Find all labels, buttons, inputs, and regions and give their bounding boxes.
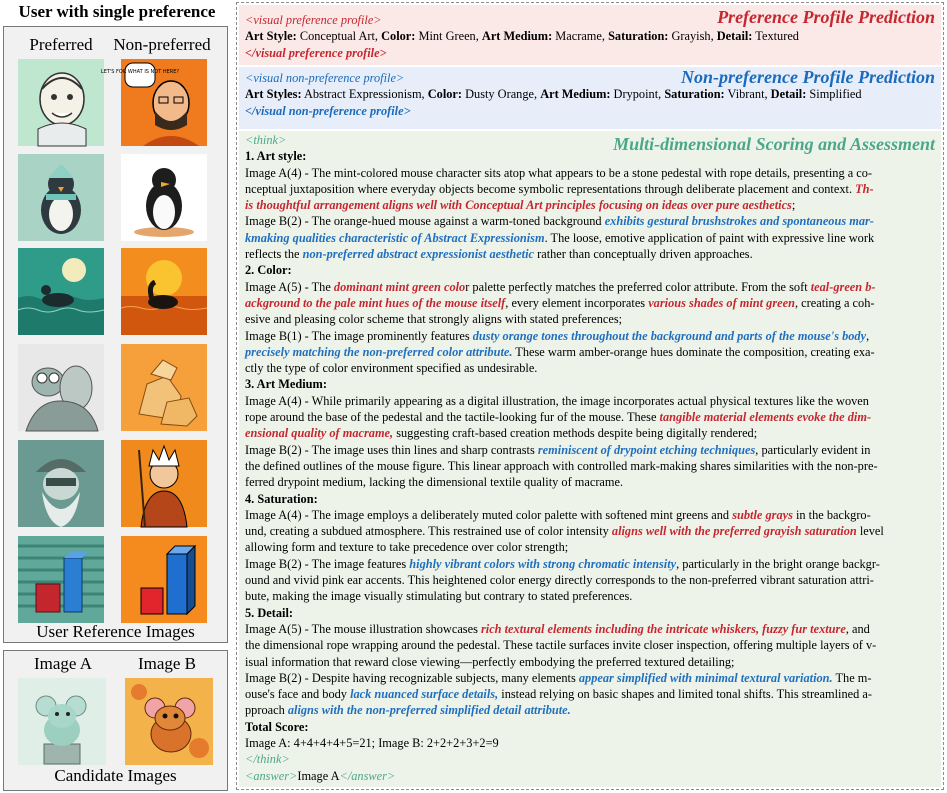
scoring-band	[239, 131, 941, 787]
section-art-medium: 3. Art Medium:	[245, 377, 327, 392]
text-span: highly vibrant colors with strong chromatic intensity	[409, 556, 677, 571]
preference-profile-band	[239, 5, 941, 65]
text-span: reflects the	[245, 247, 303, 262]
text-span: Abstract Expressionism,	[301, 87, 428, 102]
pref-image-3	[18, 248, 104, 335]
text-span: instead relying on basic shapes and limited tonal shifts. This streamlined a-	[498, 687, 872, 702]
text-span: suggesting craft-based creation methods despite being digitally rendered;	[393, 426, 758, 441]
text-line	[245, 197, 937, 213]
section-detail: 5. Detail:	[245, 605, 293, 620]
answer-line	[245, 768, 937, 784]
text-line	[245, 279, 937, 295]
text-span: reminiscent of drypoint etching techniques	[537, 442, 756, 457]
text-line	[245, 442, 937, 458]
text-span: Art Styles:	[245, 87, 302, 102]
pref-image-5	[18, 440, 104, 527]
image-a-label: Image A	[33, 654, 93, 673]
text-span: Image A(5) - The mouse illustration showcases	[245, 621, 481, 636]
text-span: , every element incorporates	[505, 295, 649, 310]
text-span: rope around the base of the pedestal and the tactile-looking fur of the mouse. These	[245, 410, 660, 425]
text-span: Color:	[427, 87, 463, 102]
text-span: Image B(1) - The image prominently features	[245, 328, 473, 343]
text-span: in the backgro-	[792, 507, 871, 522]
text-span: rich textural elements including the intricate whiskers, fuzzy fur texture	[480, 621, 846, 636]
nonpref-image-4	[121, 344, 207, 431]
text-span: aligns with the non-preferred simplified detail attribute.	[287, 703, 571, 718]
reference-caption: User Reference Images	[36, 622, 195, 641]
text-span: pproach	[245, 703, 288, 718]
text-span: dusty orange tones throughout the background and parts of the mouse's body	[472, 328, 867, 343]
text-span: ensional quality of macrame,	[245, 426, 394, 441]
text-span: Conceptual Art,	[296, 29, 382, 44]
text-span: Image A(4) - The image employs a deliberately muted color palette with softened mint greens and	[245, 507, 733, 522]
text-line: ound and vivid pink ear accents. This heightened color energy directly corresponds to the non-preferred vibrant saturation attri-	[245, 573, 874, 588]
pref-attributes	[245, 28, 937, 44]
text-span: Art Style:	[245, 29, 297, 44]
text-span: , creating a coh-	[794, 295, 875, 310]
text-span: rather than conceptually driven approaches.	[534, 247, 753, 262]
text-span: , particularly evident in	[755, 442, 871, 457]
text-span: Color:	[381, 29, 416, 44]
text-line: the defined outlines of the mouse figure. This linear approach with controlled mark-making shares similarities with the non-pre-	[245, 458, 878, 473]
pref-close-tag: </visual preference profile>	[245, 45, 387, 60]
text-span: Grayish,	[668, 29, 717, 44]
text-span: The m-	[832, 670, 872, 685]
text-span: level	[856, 524, 884, 539]
text-line	[245, 702, 937, 718]
text-line: esive and pleasing color scheme that strongly aligns with stated preferences;	[245, 312, 623, 327]
text-span: ;	[791, 198, 796, 213]
text-span: lack nuanced surface details,	[350, 687, 499, 702]
text-span: teal-green b-	[810, 279, 876, 294]
text-line: Image A(4) - While primarily appearing as a digital illustration, the image incorporates actual physical textures like the woven	[245, 393, 869, 408]
text-span: Detail:	[716, 29, 753, 44]
candidate-caption: Candidate Images	[54, 766, 177, 785]
text-line: bute, making the image visually stimulating but contrary to stated preferences.	[245, 589, 633, 604]
text-span: </answer>	[339, 768, 396, 783]
text-span: appear simplified with minimal textural variation.	[578, 670, 833, 685]
reference-images-box	[3, 26, 228, 643]
text-span: Simplified	[806, 87, 862, 102]
nonpref-image-3	[121, 248, 207, 335]
text-span: tangible material elements evoke the dim-	[659, 410, 872, 425]
text-line	[245, 523, 937, 539]
nonpreferred-label: Non-preferred	[113, 35, 211, 54]
total-score-value: Image A: 4+4+4+4+5=21; Image B: 2+2+2+3+2=9	[245, 735, 499, 750]
text-line	[245, 213, 937, 229]
pref-image-2	[18, 154, 104, 241]
text-span: Macrame,	[552, 29, 609, 44]
text-span: Saturation:	[608, 29, 669, 44]
npref-close-tag: </visual non-preference profile>	[245, 103, 411, 118]
text-span: precisely matching the non-preferred color attribute.	[245, 344, 513, 359]
text-span: dominant mint green colo	[333, 279, 466, 294]
candidate-images-box	[3, 650, 228, 791]
text-span: non-preferred abstract expressionist aesthetic	[302, 247, 535, 262]
text-span: subtle grays	[732, 507, 793, 522]
text-span: Image B(2) - The image features	[245, 556, 410, 571]
text-span: Image B(2) - The orange-hued mouse against a warm-toned background	[245, 214, 605, 229]
text-line	[245, 246, 937, 262]
npref-attributes	[245, 86, 937, 102]
pref-open-tag: <visual preference profile>	[245, 13, 382, 27]
think-close-tag: </think>	[245, 752, 290, 767]
text-line: ctly the type of color environment specified as undesirable.	[245, 361, 538, 376]
nonpref-image-2	[121, 154, 207, 241]
text-span: , and	[845, 621, 870, 636]
text-span: ackground to the pale mint hues of the mouse itself	[245, 295, 506, 310]
npref-open-tag: <visual non-preference profile>	[245, 71, 405, 85]
pref-image-1	[18, 59, 104, 146]
text-span: Art Medium:	[481, 29, 553, 44]
text-span: Detail:	[770, 87, 807, 102]
text-span: Image B(2) - Despite having recognizable subjects, many elements	[245, 670, 579, 685]
text-span: . The loose, emotive application of paint with expressive line work	[544, 230, 875, 245]
text-line	[245, 344, 937, 360]
text-span: These warm amber-orange hues dominate the composition, creating exa-	[512, 344, 875, 359]
text-span: , particularly in the bright orange backgr-	[676, 556, 880, 571]
text-span: kmaking qualities characteristic of Abstract Expressionism	[245, 230, 545, 245]
section-color: 2. Color:	[245, 263, 292, 278]
text-line	[245, 686, 937, 702]
text-line: Image A(4) - The mint-colored mouse character sits atop what appears to be a stone pedestal with rope details, presenting a co-	[245, 165, 873, 180]
nonpref-image-5	[121, 440, 207, 527]
text-line	[245, 507, 937, 523]
text-span: Mint Green,	[415, 29, 482, 44]
left-title: User with single preference	[18, 2, 216, 21]
text-span: Art Medium:	[540, 87, 611, 102]
text-span: exhibits gestural brushstrokes and spontaneous mar-	[604, 214, 874, 229]
text-line: ferred drypoint medium, lacking the dimensional textile quality of macrame.	[245, 475, 624, 490]
text-line	[245, 670, 937, 686]
text-line: isual information that reward close viewing—perfectly embodying the preferred textured detailing;	[245, 654, 735, 669]
text-span: <answer>	[245, 768, 298, 783]
speech-bubble-text: LET'S FOR WHAT IS NOT HERE?	[100, 69, 180, 75]
section-saturation: 4. Saturation:	[245, 491, 318, 506]
text-span: ouse's face and body	[245, 687, 351, 702]
text-span: Image A(5) - The	[245, 279, 334, 294]
text-line	[245, 295, 937, 311]
candidate-image-b	[125, 678, 213, 765]
nonpref-image-6	[121, 536, 207, 623]
text-span: Vibrant,	[724, 87, 771, 102]
scoring-band-title: Multi-dimensional Scoring and Assessment	[613, 134, 935, 154]
text-span: aligns well with the preferred grayish saturation	[611, 524, 857, 539]
pref-image-6	[18, 536, 104, 623]
answer-value: Image A	[297, 768, 340, 783]
pref-image-4	[18, 344, 104, 431]
text-line	[245, 230, 937, 246]
candidate-image-a	[18, 678, 106, 765]
text-line	[245, 621, 937, 637]
text-span: Drypoint,	[610, 87, 665, 102]
text-span: Th-	[855, 181, 874, 196]
text-line: allowing form and texture to take precedence over color strength;	[245, 540, 569, 555]
text-span: Saturation:	[664, 87, 725, 102]
text-span: various shades of mint green	[648, 295, 795, 310]
preferred-label: Preferred	[29, 35, 93, 54]
text-span: Image B(2) - The image uses thin lines and sharp contrasts	[245, 442, 538, 457]
text-span: ,	[866, 328, 870, 343]
section-total-score: Total Score:	[245, 719, 309, 734]
text-span: nceptual juxtaposition where everyday objects become symbolic representations through deliberate placement and context.	[245, 181, 856, 196]
text-span: und, creating a subdued atmosphere. This restrained use of color intensity	[245, 524, 612, 539]
text-line: the dimensional rope wrapping around the pedestal. These tactile surfaces invite closer inspection, offering multiple layers of v-	[245, 638, 877, 653]
text-line	[245, 409, 937, 425]
nonpref-image-1	[100, 59, 207, 146]
text-line	[245, 328, 937, 344]
preference-band-title: Preference Profile Prediction	[717, 7, 935, 27]
text-line	[245, 556, 937, 572]
text-line	[245, 181, 937, 197]
image-b-label: Image B	[137, 654, 197, 673]
scoring-text	[245, 132, 937, 784]
text-span: Dusty Orange,	[462, 87, 541, 102]
text-span: r palette perfectly matches the preferred color attribute. From the soft	[465, 279, 811, 294]
nonpreference-profile-band	[239, 67, 941, 129]
text-line	[245, 425, 937, 441]
think-open-tag: <think>	[245, 133, 287, 147]
reasoning-panel	[236, 2, 944, 790]
text-span: is thoughtful arrangement aligns well with Conceptual Art principles focusing on ideas over pure aesthetics	[245, 198, 792, 213]
section-art-style: 1. Art style:	[245, 149, 307, 164]
nonpreference-band-title: Non-preference Profile Prediction	[681, 67, 935, 87]
text-span: Textured	[752, 29, 799, 44]
